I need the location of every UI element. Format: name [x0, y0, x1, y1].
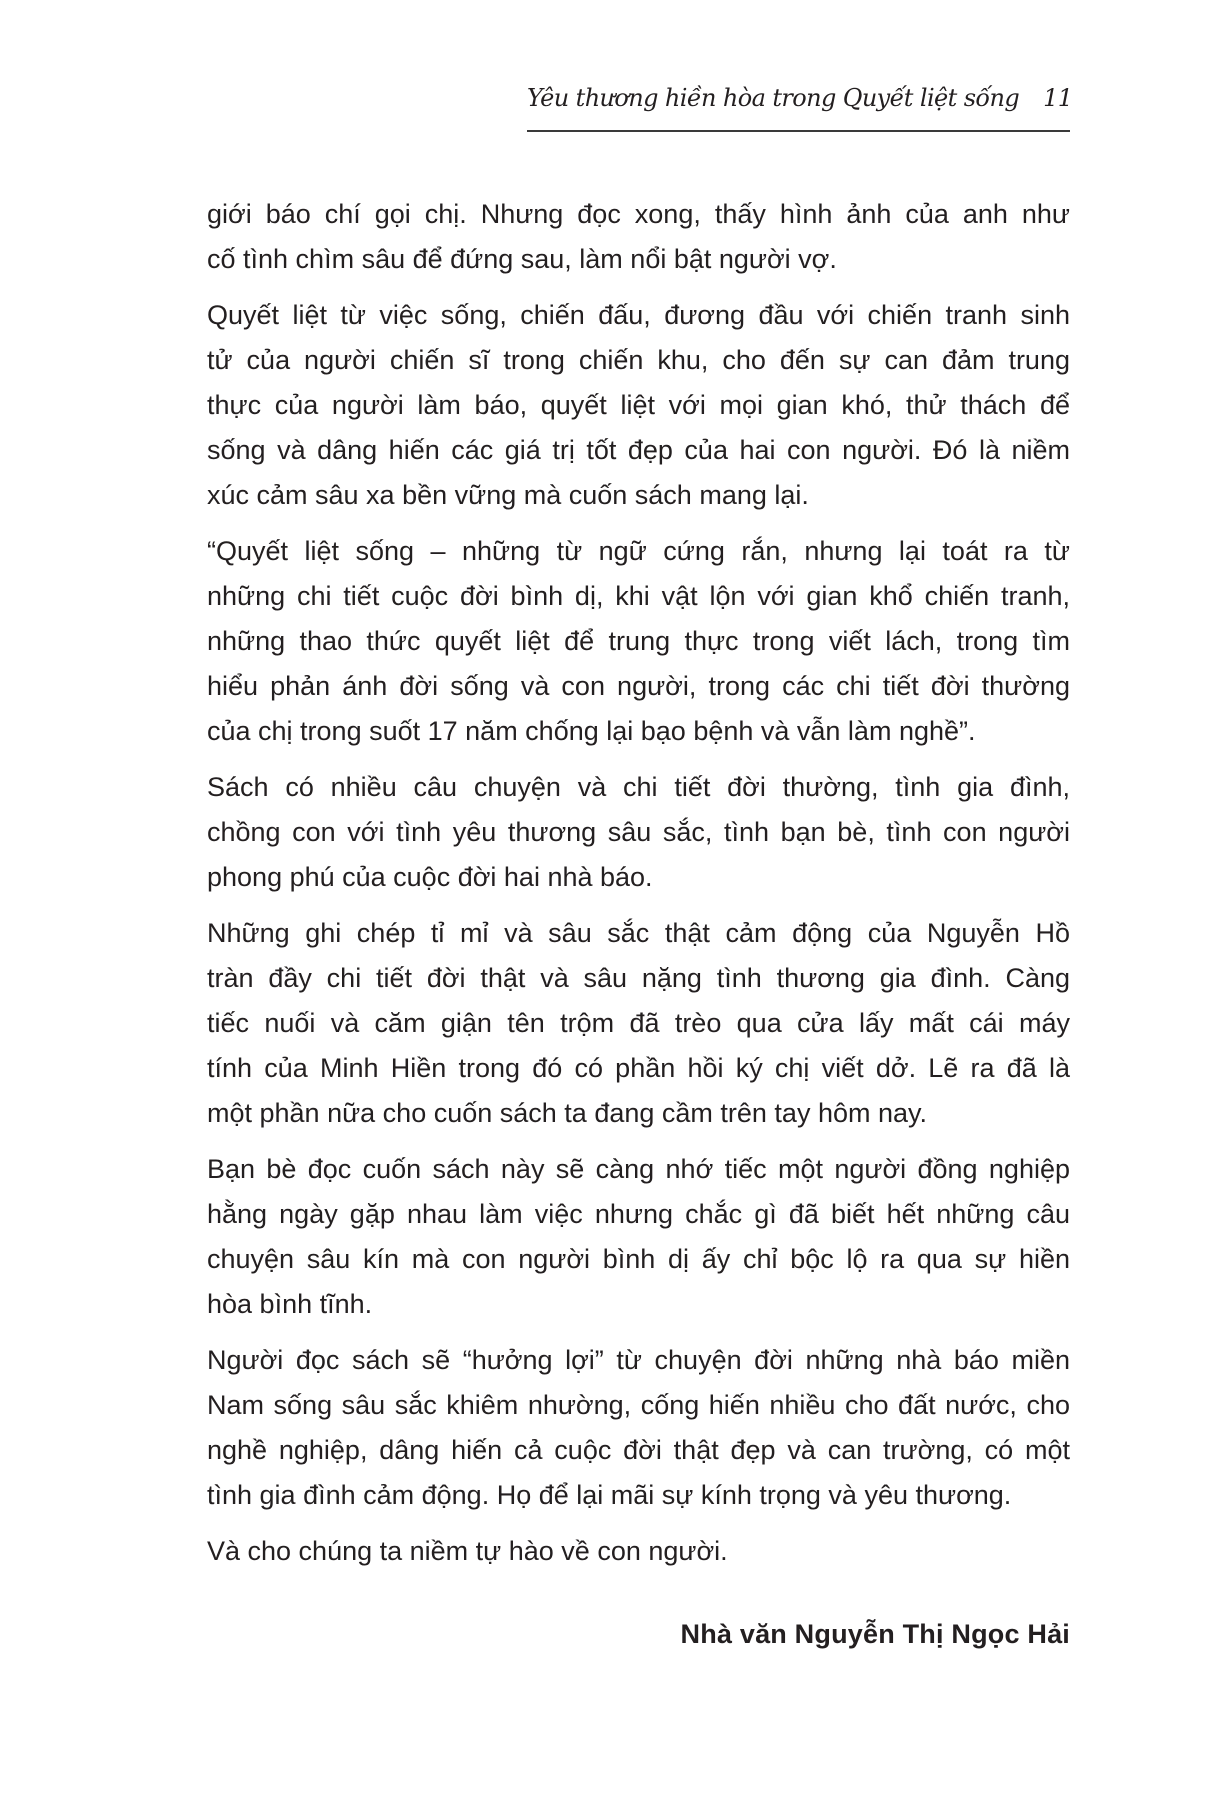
page-number: 11	[1043, 84, 1073, 112]
paragraph	[207, 1529, 1070, 1574]
paragraph	[207, 529, 1070, 754]
text-line: của chị trong suốt 17 năm chống lại bạo bệnh và vẫn làm nghề”.	[207, 716, 976, 746]
text-line: chồng con với tình yêu thương sâu sắc, tình bạn bè, tình con người	[207, 817, 1070, 847]
text-line: giới báo chí gọi chị. Nhưng đọc xong, thấy hình ảnh của anh như	[207, 199, 1070, 229]
text-line: Sách có nhiều câu chuyện và chi tiết đời thường, tình gia đình,	[207, 772, 1070, 802]
text-line: “Quyết liệt sống – những từ ngữ cứng rắn, nhưng lại toát ra từ	[207, 536, 1070, 566]
paragraph	[207, 1338, 1070, 1518]
text-line: tình gia đình cảm động. Họ để lại mãi sự kính trọng và yêu thương.	[207, 1480, 1012, 1510]
body-text	[207, 192, 1070, 1585]
text-line: chuyện sâu kín mà con người bình dị ấy chỉ bộc lộ ra qua sự hiền	[207, 1244, 1070, 1274]
text-line: tính của Minh Hiền trong đó có phần hồi ký chị viết dở. Lẽ ra đã là	[207, 1053, 1070, 1083]
text-line: cố tình chìm sâu để đứng sau, làm nổi bật người vợ.	[207, 244, 837, 274]
paragraph	[207, 293, 1070, 518]
text-line: Người đọc sách sẽ “hưởng lợi” từ chuyện đời những nhà báo miền	[207, 1345, 1070, 1375]
text-line: những chi tiết cuộc đời bình dị, khi vật lộn với gian khổ chiến tranh,	[207, 581, 1070, 611]
text-line: nghề nghiệp, dâng hiến cả cuộc đời thật đẹp và can trường, có một	[207, 1435, 1070, 1465]
text-line: Nam sống sâu sắc khiêm nhường, cống hiến nhiều cho đất nước, cho	[207, 1390, 1070, 1420]
text-line: Quyết liệt từ việc sống, chiến đấu, đương đầu với chiến tranh sinh	[207, 300, 1070, 330]
author-signature: Nhà văn Nguyễn Thị Ngọc Hải	[680, 1619, 1070, 1649]
text-line: tiếc nuối và căm giận tên trộm đã trèo qua cửa lấy mất cái máy	[207, 1008, 1070, 1038]
text-line: Những ghi chép tỉ mỉ và sâu sắc thật cảm động của Nguyễn Hồ	[207, 918, 1070, 948]
header-rule	[527, 130, 1070, 132]
text-line: Và cho chúng ta niềm tự hào về con người.	[207, 1536, 728, 1566]
text-line: hằng ngày gặp nhau làm việc nhưng chắc gì đã biết hết những câu	[207, 1199, 1070, 1229]
text-line: tử của người chiến sĩ trong chiến khu, cho đến sự can đảm trung	[207, 345, 1070, 375]
text-line: một phần nữa cho cuốn sách ta đang cầm trên tay hôm nay.	[207, 1098, 927, 1128]
text-line: thực của người làm báo, quyết liệt với mọi gian khó, thử thách để	[207, 390, 1070, 420]
text-line: Bạn bè đọc cuốn sách này sẽ càng nhớ tiếc một người đồng nghiệp	[207, 1154, 1070, 1184]
text-line: hòa bình tĩnh.	[207, 1289, 373, 1319]
paragraph	[207, 911, 1070, 1136]
text-line: phong phú của cuộc đời hai nhà báo.	[207, 862, 653, 892]
text-line: những thao thức quyết liệt để trung thực trong viết lách, trong tìm	[207, 626, 1070, 656]
text-line: xúc cảm sâu xa bền vững mà cuốn sách mang lại.	[207, 480, 809, 510]
text-line: tràn đầy chi tiết đời thật và sâu nặng tình thương gia đình. Càng	[207, 963, 1070, 993]
running-header	[527, 84, 1073, 124]
paragraph	[207, 192, 1070, 282]
running-header-title: Yêu thương hiền hòa trong Quyết liệt sống	[527, 84, 1020, 112]
paragraph	[207, 1147, 1070, 1327]
text-line: hiểu phản ánh đời sống và con người, trong các chi tiết đời thường	[207, 671, 1070, 701]
paragraph	[207, 765, 1070, 900]
text-line: sống và dâng hiến các giá trị tốt đẹp của hai con người. Đó là niềm	[207, 435, 1070, 465]
